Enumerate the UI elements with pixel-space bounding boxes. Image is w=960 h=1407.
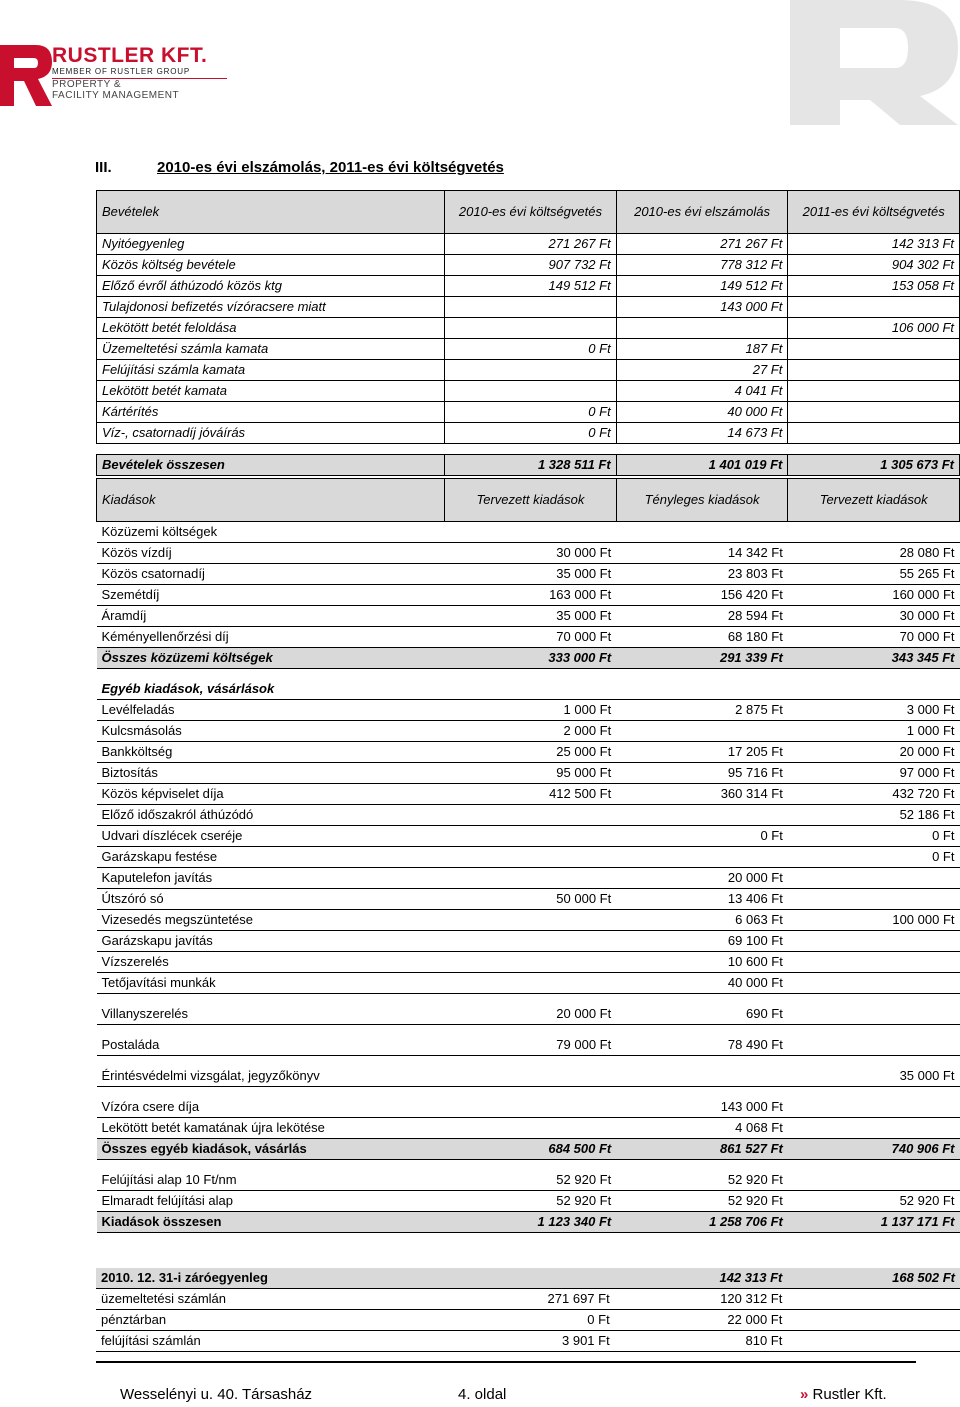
utilities-title-row	[97, 522, 960, 543]
row-value-1: 0 Ft	[442, 1310, 615, 1331]
row-value-2: 40 000 Ft	[616, 973, 788, 994]
table-row	[97, 742, 960, 763]
income-header-row	[97, 191, 960, 234]
closing-table	[96, 1268, 960, 1352]
row-label: pénztárban	[96, 1310, 442, 1331]
row-label: Nyitóegyenleg	[97, 234, 445, 255]
row-value-1	[445, 973, 617, 994]
row-label: Lekötött betét kamata	[97, 381, 445, 402]
table-row	[97, 360, 960, 381]
closing-title-c1	[442, 1268, 615, 1289]
row-value-3	[788, 889, 960, 910]
row-value-1	[445, 952, 617, 973]
row-value-2	[616, 721, 788, 742]
row-label: Kéményellenőrzési díj	[97, 627, 445, 648]
table-row	[97, 318, 960, 339]
other-title-row	[97, 679, 960, 700]
table-row	[96, 1331, 960, 1352]
row-label: Víz-, csatornadíj jóváírás	[97, 423, 445, 444]
row-label: Vizesedés megszüntetése	[97, 910, 445, 931]
brand-line1: PROPERTY &	[52, 79, 122, 90]
row-label: Bankköltség	[97, 742, 445, 763]
row-value-1: 0 Ft	[445, 423, 617, 444]
row-value-1	[445, 360, 617, 381]
row-value-1	[445, 826, 617, 847]
row-label: Tulajdonosi befizetés vízóracsere miatt	[97, 297, 445, 318]
table-row	[97, 763, 960, 784]
footer-divider	[96, 1361, 916, 1363]
table-row	[97, 402, 960, 423]
row-value-1: 0 Ft	[445, 339, 617, 360]
section-title	[95, 159, 504, 176]
row-label: Postaláda	[97, 1035, 445, 1056]
row-value-3: 35 000 Ft	[788, 1066, 960, 1087]
other-total-label: Összes egyéb kiadások, vásárlás	[97, 1139, 445, 1160]
row-value-1	[445, 931, 617, 952]
row-label: Biztosítás	[97, 763, 445, 784]
row-label: Felújítási alap 10 Ft/nm	[97, 1170, 445, 1191]
row-value-3	[788, 1035, 960, 1056]
row-value-3: 70 000 Ft	[788, 627, 960, 648]
row-value-3	[788, 339, 960, 360]
row-label: Kulcsmásolás	[97, 721, 445, 742]
row-label: Vízóra csere díja	[97, 1097, 445, 1118]
row-label: Áramdíj	[97, 606, 445, 627]
income-header-label: Bevételek	[97, 191, 445, 234]
row-value-3	[788, 952, 960, 973]
footer-company: Rustler Kft.	[812, 1386, 887, 1403]
other-total-c1: 684 500 Ft	[445, 1139, 617, 1160]
income-total-c1: 1 328 511 Ft	[445, 455, 617, 476]
utilities-total-label: Összes közüzemi költségek	[97, 648, 445, 669]
row-value-3: 160 000 Ft	[788, 585, 960, 606]
other-last-c3	[788, 1118, 960, 1139]
table-row	[96, 1289, 960, 1310]
row-value-1: 50 000 Ft	[445, 889, 617, 910]
table-row	[97, 564, 960, 585]
closing-title-label: 2010. 12. 31-i záróegyenleg	[96, 1268, 442, 1289]
table-row	[97, 234, 960, 255]
footer-left: Wesselényi u. 40. Társasház	[120, 1386, 313, 1403]
table-row	[97, 931, 960, 952]
row-value-2: 0 Ft	[616, 826, 788, 847]
row-value-1: 20 000 Ft	[445, 1004, 617, 1025]
expenses-header-c1: Tervezett kiadások	[445, 479, 617, 522]
row-label: Üzemeltetési számla kamata	[97, 339, 445, 360]
row-value-2: 14 673 Ft	[616, 423, 788, 444]
row-value-3: 52 186 Ft	[788, 805, 960, 826]
row-value-3: 0 Ft	[788, 826, 960, 847]
row-value-2: 23 803 Ft	[616, 564, 788, 585]
row-value-1: 3 901 Ft	[442, 1331, 615, 1352]
other-total-c2: 861 527 Ft	[616, 1139, 788, 1160]
utilities-title: Közüzemi költségek	[97, 522, 445, 543]
row-label: Szemétdíj	[97, 585, 445, 606]
row-value-2: 22 000 Ft	[615, 1310, 788, 1331]
row-value-3: 55 265 Ft	[788, 564, 960, 585]
footer-right	[800, 1386, 887, 1403]
row-value-3	[788, 1004, 960, 1025]
row-label: Közös csatornadíj	[97, 564, 445, 585]
expenses-total-c2: 1 258 706 Ft	[616, 1212, 788, 1233]
row-value-1: 149 512 Ft	[445, 276, 617, 297]
income-header-c1: 2010-es évi költségvetés	[445, 191, 617, 234]
other-rows-2	[97, 973, 960, 1118]
income-rows	[97, 234, 960, 444]
row-label: Előző évről áthúzodó közös ktg	[97, 276, 445, 297]
income-total-c2: 1 401 019 Ft	[616, 455, 788, 476]
brand-line2: FACILITY MANAGEMENT	[52, 90, 180, 101]
table-row	[97, 276, 960, 297]
row-value-3	[788, 402, 960, 423]
row-label: Előző időszakról áthúzódó	[97, 805, 445, 826]
row-value-1: 95 000 Ft	[445, 763, 617, 784]
other-last-row	[97, 1118, 960, 1139]
table-row	[97, 868, 960, 889]
row-value-2: 143 000 Ft	[616, 1097, 788, 1118]
row-value-1: 35 000 Ft	[445, 606, 617, 627]
row-value-2	[616, 805, 788, 826]
row-value-2: 120 312 Ft	[615, 1289, 788, 1310]
logo-text	[52, 46, 227, 101]
row-value-3	[788, 423, 960, 444]
arrow-icon: »	[800, 1386, 809, 1403]
table-row	[97, 721, 960, 742]
table-row	[97, 423, 960, 444]
row-label: Közös költség bevétele	[97, 255, 445, 276]
expenses-table	[96, 478, 960, 1233]
row-label: Közös vízdíj	[97, 543, 445, 564]
brand-name: RUSTLER KFT.	[52, 44, 208, 67]
table-row	[97, 973, 960, 994]
row-value-1: 412 500 Ft	[445, 784, 617, 805]
row-label: Kártérítés	[97, 402, 445, 423]
row-value-1	[445, 868, 617, 889]
row-label: Villanyszerelés	[97, 1004, 445, 1025]
renovation-rows	[97, 1170, 960, 1212]
other-rows	[97, 700, 960, 973]
row-value-3: 153 058 Ft	[788, 276, 960, 297]
table-row	[97, 889, 960, 910]
table-row	[97, 700, 960, 721]
expenses-header-c3: Tervezett kiadások	[788, 479, 960, 522]
expenses-total-c1: 1 123 340 Ft	[445, 1212, 617, 1233]
row-value-2: 4 041 Ft	[616, 381, 788, 402]
row-label: Garázskapu festése	[97, 847, 445, 868]
utilities-total-c2: 291 339 Ft	[616, 648, 788, 669]
row-value-2: 52 920 Ft	[616, 1170, 788, 1191]
row-value-1	[445, 910, 617, 931]
row-value-3: 52 920 Ft	[788, 1191, 960, 1212]
table-row	[97, 952, 960, 973]
row-value-2: 68 180 Ft	[616, 627, 788, 648]
row-value-3	[787, 1289, 960, 1310]
row-value-2: 69 100 Ft	[616, 931, 788, 952]
other-total-c3: 740 906 Ft	[788, 1139, 960, 1160]
row-value-2: 52 920 Ft	[616, 1191, 788, 1212]
row-value-3: 432 720 Ft	[788, 784, 960, 805]
row-value-1: 79 000 Ft	[445, 1035, 617, 1056]
table-row	[97, 1004, 960, 1025]
row-value-2: 20 000 Ft	[616, 868, 788, 889]
row-value-3	[788, 1170, 960, 1191]
row-label: Útszóró só	[97, 889, 445, 910]
row-value-1	[445, 1066, 617, 1087]
row-value-1: 2 000 Ft	[445, 721, 617, 742]
row-value-1	[445, 381, 617, 402]
table-row	[97, 585, 960, 606]
row-value-2	[616, 847, 788, 868]
row-value-2: 149 512 Ft	[616, 276, 788, 297]
row-value-2	[616, 1066, 788, 1087]
row-label: Közös képviselet díja	[97, 784, 445, 805]
row-value-2: 2 875 Ft	[616, 700, 788, 721]
row-value-1: 25 000 Ft	[445, 742, 617, 763]
row-label: Levélfeladás	[97, 700, 445, 721]
row-value-3	[787, 1331, 960, 1352]
row-value-3: 106 000 Ft	[788, 318, 960, 339]
row-value-3	[788, 297, 960, 318]
row-value-1: 0 Ft	[445, 402, 617, 423]
row-value-1: 30 000 Ft	[445, 543, 617, 564]
row-value-3: 0 Ft	[788, 847, 960, 868]
income-total-row	[97, 455, 960, 476]
other-last-c2: 4 068 Ft	[616, 1118, 788, 1139]
row-value-2: 10 600 Ft	[616, 952, 788, 973]
row-value-2: 143 000 Ft	[616, 297, 788, 318]
row-value-2	[616, 318, 788, 339]
closing-title-row	[96, 1268, 960, 1289]
row-value-3	[787, 1310, 960, 1331]
row-value-2: 40 000 Ft	[616, 402, 788, 423]
footer-page: 4. oldal	[458, 1386, 507, 1403]
row-value-2: 6 063 Ft	[616, 910, 788, 931]
row-value-1: 907 732 Ft	[445, 255, 617, 276]
utilities-rows	[97, 543, 960, 648]
row-value-2: 17 205 Ft	[616, 742, 788, 763]
row-value-2: 156 420 Ft	[616, 585, 788, 606]
row-value-2: 690 Ft	[616, 1004, 788, 1025]
row-value-2: 187 Ft	[616, 339, 788, 360]
row-value-1: 271 697 Ft	[442, 1289, 615, 1310]
row-value-3	[788, 1097, 960, 1118]
table-row	[97, 784, 960, 805]
row-label: Érintésvédelmi vizsgálat, jegyzőkönyv	[97, 1066, 445, 1087]
row-label: Udvari díszlécek cseréje	[97, 826, 445, 847]
expenses-total-row	[97, 1212, 960, 1233]
row-value-3	[788, 868, 960, 889]
table-row	[97, 805, 960, 826]
expenses-total-label: Kiadások összesen	[97, 1212, 445, 1233]
row-label: Elmaradt felújítási alap	[97, 1191, 445, 1212]
income-header-c2: 2010-es évi elszámolás	[616, 191, 788, 234]
closing-title-c2: 142 313 Ft	[615, 1268, 788, 1289]
income-table	[96, 190, 960, 476]
row-value-1	[445, 1097, 617, 1118]
row-label: Tetőjavítási munkák	[97, 973, 445, 994]
expenses-header-label: Kiadások	[97, 479, 445, 522]
row-value-3: 100 000 Ft	[788, 910, 960, 931]
table-row	[97, 1170, 960, 1191]
row-value-3	[788, 381, 960, 402]
row-value-1	[445, 318, 617, 339]
row-label: felújítási számlán	[96, 1331, 442, 1352]
row-value-3: 1 000 Ft	[788, 721, 960, 742]
row-value-2: 27 Ft	[616, 360, 788, 381]
row-value-3: 904 302 Ft	[788, 255, 960, 276]
row-value-2: 778 312 Ft	[616, 255, 788, 276]
table-row	[97, 381, 960, 402]
row-value-3: 28 080 Ft	[788, 543, 960, 564]
table-row	[97, 339, 960, 360]
row-value-1	[445, 297, 617, 318]
row-value-2: 810 Ft	[615, 1331, 788, 1352]
brand-member: MEMBER OF RUSTLER GROUP	[52, 67, 227, 79]
row-value-1: 271 267 Ft	[445, 234, 617, 255]
row-value-1: 70 000 Ft	[445, 627, 617, 648]
row-label: Felújítási számla kamata	[97, 360, 445, 381]
row-value-1: 163 000 Ft	[445, 585, 617, 606]
row-value-2: 78 490 Ft	[616, 1035, 788, 1056]
utilities-total-row	[97, 648, 960, 669]
expenses-header-c2: Tényleges kiadások	[616, 479, 788, 522]
row-value-2: 360 314 Ft	[616, 784, 788, 805]
table-row	[97, 1097, 960, 1118]
table-row	[97, 1191, 960, 1212]
table-row	[97, 847, 960, 868]
table-row	[97, 826, 960, 847]
row-value-3	[788, 360, 960, 381]
other-last-label: Lekötött betét kamatának újra lekötése	[97, 1118, 445, 1139]
row-value-3	[788, 931, 960, 952]
income-total-label: Bevételek összesen	[97, 455, 445, 476]
income-header-c3: 2011-es évi költségvetés	[788, 191, 960, 234]
row-label: üzemeltetési számlán	[96, 1289, 442, 1310]
table-row	[97, 297, 960, 318]
expenses-total-c3: 1 137 171 Ft	[788, 1212, 960, 1233]
expenses-header-row	[97, 479, 960, 522]
table-row	[97, 1066, 960, 1087]
other-title: Egyéb kiadások, vásárlások	[97, 679, 445, 700]
row-value-3: 30 000 Ft	[788, 606, 960, 627]
row-value-3: 20 000 Ft	[788, 742, 960, 763]
utilities-total-c1: 333 000 Ft	[445, 648, 617, 669]
table-row	[97, 606, 960, 627]
row-value-1: 1 000 Ft	[445, 700, 617, 721]
table-row	[97, 543, 960, 564]
other-last-c1	[445, 1118, 617, 1139]
row-value-3	[788, 973, 960, 994]
row-value-1: 52 920 Ft	[445, 1191, 617, 1212]
row-label: Kaputelefon javítás	[97, 868, 445, 889]
row-value-1	[445, 805, 617, 826]
closing-rows	[96, 1289, 960, 1352]
row-value-1: 52 920 Ft	[445, 1170, 617, 1191]
income-total-c3: 1 305 673 Ft	[788, 455, 960, 476]
closing-title-c3: 168 502 Ft	[787, 1268, 960, 1289]
table-row	[96, 1310, 960, 1331]
section-number: III.	[95, 159, 112, 176]
row-value-2: 271 267 Ft	[616, 234, 788, 255]
table-row	[97, 910, 960, 931]
row-value-3: 142 313 Ft	[788, 234, 960, 255]
utilities-total-c3: 343 345 Ft	[788, 648, 960, 669]
page-header	[0, 0, 960, 125]
row-value-2: 28 594 Ft	[616, 606, 788, 627]
table-row	[97, 255, 960, 276]
row-label: Garázskapu javítás	[97, 931, 445, 952]
row-value-1	[445, 847, 617, 868]
table-row	[97, 627, 960, 648]
row-label: Lekötött betét feloldása	[97, 318, 445, 339]
section-heading: 2010-es évi elszámolás, 2011-es évi költségvetés	[157, 159, 504, 176]
table-row	[97, 1035, 960, 1056]
row-value-3: 3 000 Ft	[788, 700, 960, 721]
row-value-3: 97 000 Ft	[788, 763, 960, 784]
row-value-2: 95 716 Ft	[616, 763, 788, 784]
row-value-2: 13 406 Ft	[616, 889, 788, 910]
other-total-row	[97, 1139, 960, 1160]
row-value-2: 14 342 Ft	[616, 543, 788, 564]
row-label: Vízszerelés	[97, 952, 445, 973]
row-value-1: 35 000 Ft	[445, 564, 617, 585]
